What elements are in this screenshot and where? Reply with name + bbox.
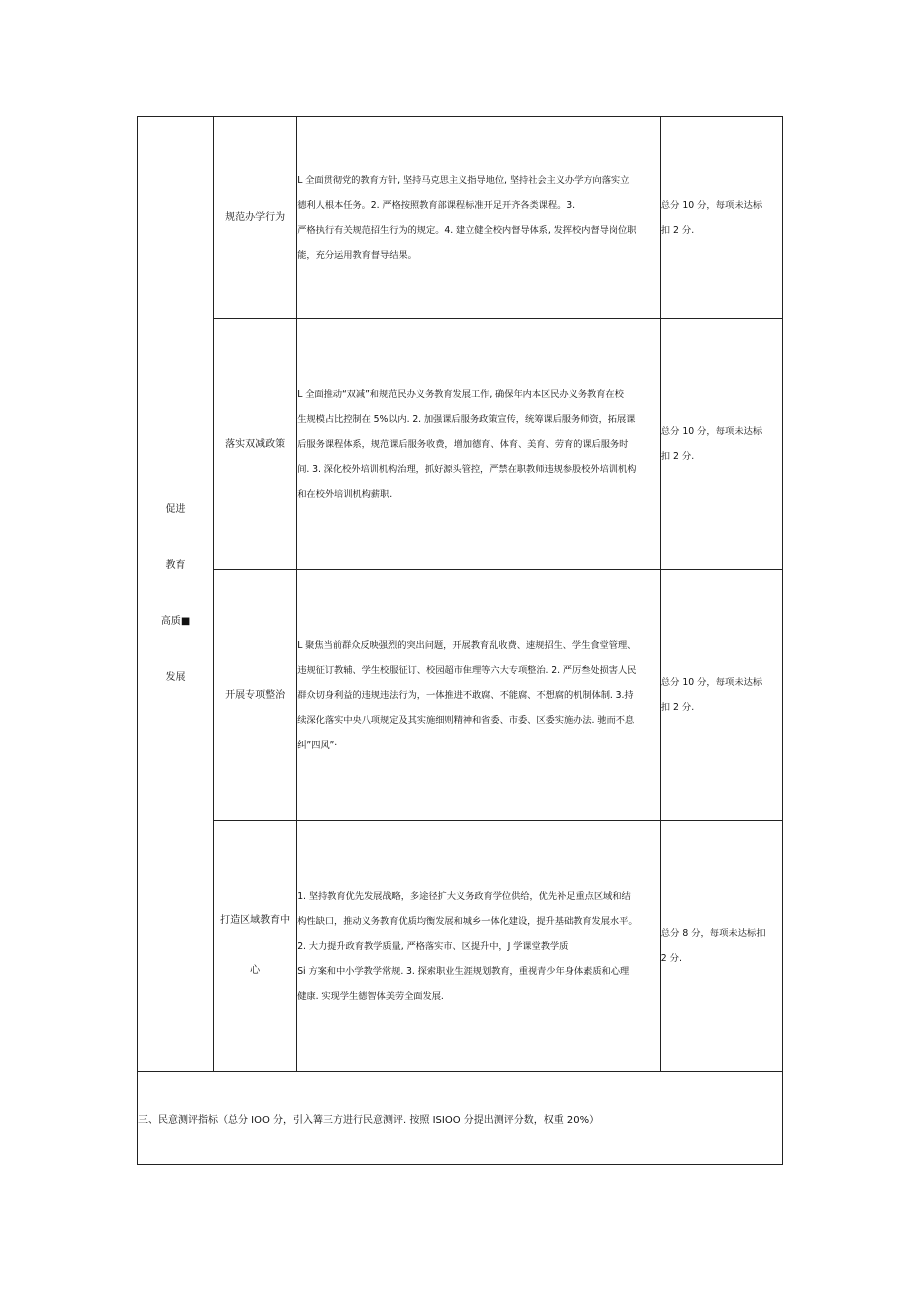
item-name-cell — [214, 821, 297, 1072]
item-name-cell — [214, 570, 297, 821]
content-line: 和在校外培训机构薪职. — [297, 488, 393, 500]
score-line: 总分 10 分，每项未达标 — [660, 677, 763, 688]
content-line: 能，充分运用教育督导结果。 — [297, 249, 417, 261]
item-name-cell — [214, 117, 297, 319]
score-cell — [660, 319, 782, 570]
item-name: 心 — [250, 965, 261, 976]
score-line: 扣 2 分. — [660, 451, 695, 462]
item-name: 开展专项整治 — [225, 689, 286, 701]
content-line: 续深化落实中央八项规定及其实施细则精神和省委、市委、区委实施办法. 驰而不息 — [297, 714, 635, 726]
content-line: 健康. 实现学生德智体美劳全面发展. — [297, 990, 444, 1002]
category-line: 促进 — [165, 504, 186, 515]
content-line: 严格执行有关规范招生行为的规定。4. 建立健全校内督导体系, 发挥校内督导岗位职 — [297, 224, 637, 236]
category-cell — [138, 117, 214, 1072]
table-row — [138, 319, 783, 570]
content-line: 1. 坚持教育优先发展战略，多途径扩大义务政育学位供给，优先补足重点区域和结 — [297, 890, 631, 902]
content-line: Si 方案和中小学教学常规. 3. 探索职业生涯规划教育，重视青少年身体素质和心理 — [297, 965, 630, 977]
score-line: 扣 2 分. — [660, 224, 695, 236]
category-line: 高质■ — [160, 616, 191, 627]
item-content-cell — [297, 117, 661, 319]
score-cell — [660, 570, 782, 821]
item-name: 打造区域教育中 — [220, 915, 291, 926]
item-name-cell — [214, 319, 297, 570]
table-row — [138, 117, 783, 319]
table-row — [138, 1072, 783, 1165]
content-line: L 全面贯彻党的教育方针, 坚持马克思主义指导地位, 坚持社会主义办学方向落实立 — [297, 174, 630, 186]
item-name: 规范办学行为 — [225, 212, 286, 223]
content-line: 群众切身利益的违规违法行为，一体推进不敢腐、不能腐、不想腐的机制体制. 3.持 — [297, 689, 634, 701]
item-content-cell — [297, 821, 661, 1072]
score-cell — [660, 821, 782, 1072]
score-line: 2 分. — [660, 953, 682, 964]
content-line: 纠”四风”· — [297, 739, 338, 751]
content-line: 生规模占比控制在 5%以内. 2. 加强课后服务政策宣传，统筹课后服务师资，拓展课 — [297, 413, 636, 425]
score-line: 总分 10 分，每项未达标 — [660, 426, 763, 437]
evaluation-table — [137, 116, 783, 1165]
content-line: 后服务课程体系，规范课后服务收费，增加德育、体育、美育、劳育的课后服务时 — [297, 438, 629, 450]
table-row — [138, 570, 783, 821]
content-line: 间. 3. 深化校外培训机构治理，抓好源头管控，严禁在职教师违规参股校外培训机构 — [297, 463, 637, 475]
content-line: L 全面推动“双减”和规范民办义务教育发展工作, 确保年内本区民办义务教育在校 — [297, 388, 624, 400]
item-content-cell — [297, 319, 661, 570]
score-line: 扣 2 分. — [660, 702, 695, 713]
category-line: 教育 — [165, 560, 186, 571]
score-cell — [660, 117, 782, 319]
section-3-cell — [138, 1072, 783, 1165]
content-line: 德利人根本任务。2. 严格按照教育部课程标准开足开齐各类课程。3. — [297, 199, 575, 211]
item-name: 落实双减政策 — [225, 438, 286, 450]
item-content-cell — [297, 570, 661, 821]
category-line: 发展 — [165, 672, 186, 683]
content-line: 违规征订教辅、学生校服征订、校园超市隹理等六大专项整治. 2. 严厉叁处损害人民 — [297, 664, 637, 676]
content-line: L 聚焦当前群众反映强烈的突出问题，开展教育乱收费、速规招生、学生食堂管理、 — [297, 639, 637, 651]
table-row — [138, 821, 783, 1072]
score-line: 总分 10 分，每项未达标 — [660, 199, 763, 211]
score-line: 总分 8 分，每项未达标扣 — [660, 928, 766, 939]
content-line: 构性缺口，推动义务教育优质均衡发展和城乡一体化建设，提升基础教育发展水平。 — [297, 915, 638, 927]
section-3-heading: 三、民意测评指标（总分 IOO 分，引入篝三方进行民意测评. 按照 ISIOO 分提出测评分数，权重 20%） — [138, 1114, 600, 1126]
content-line: 2. 大力提升政育教学质量, 严格落实市、区提升中，J 学课堂教学质 — [297, 940, 569, 952]
